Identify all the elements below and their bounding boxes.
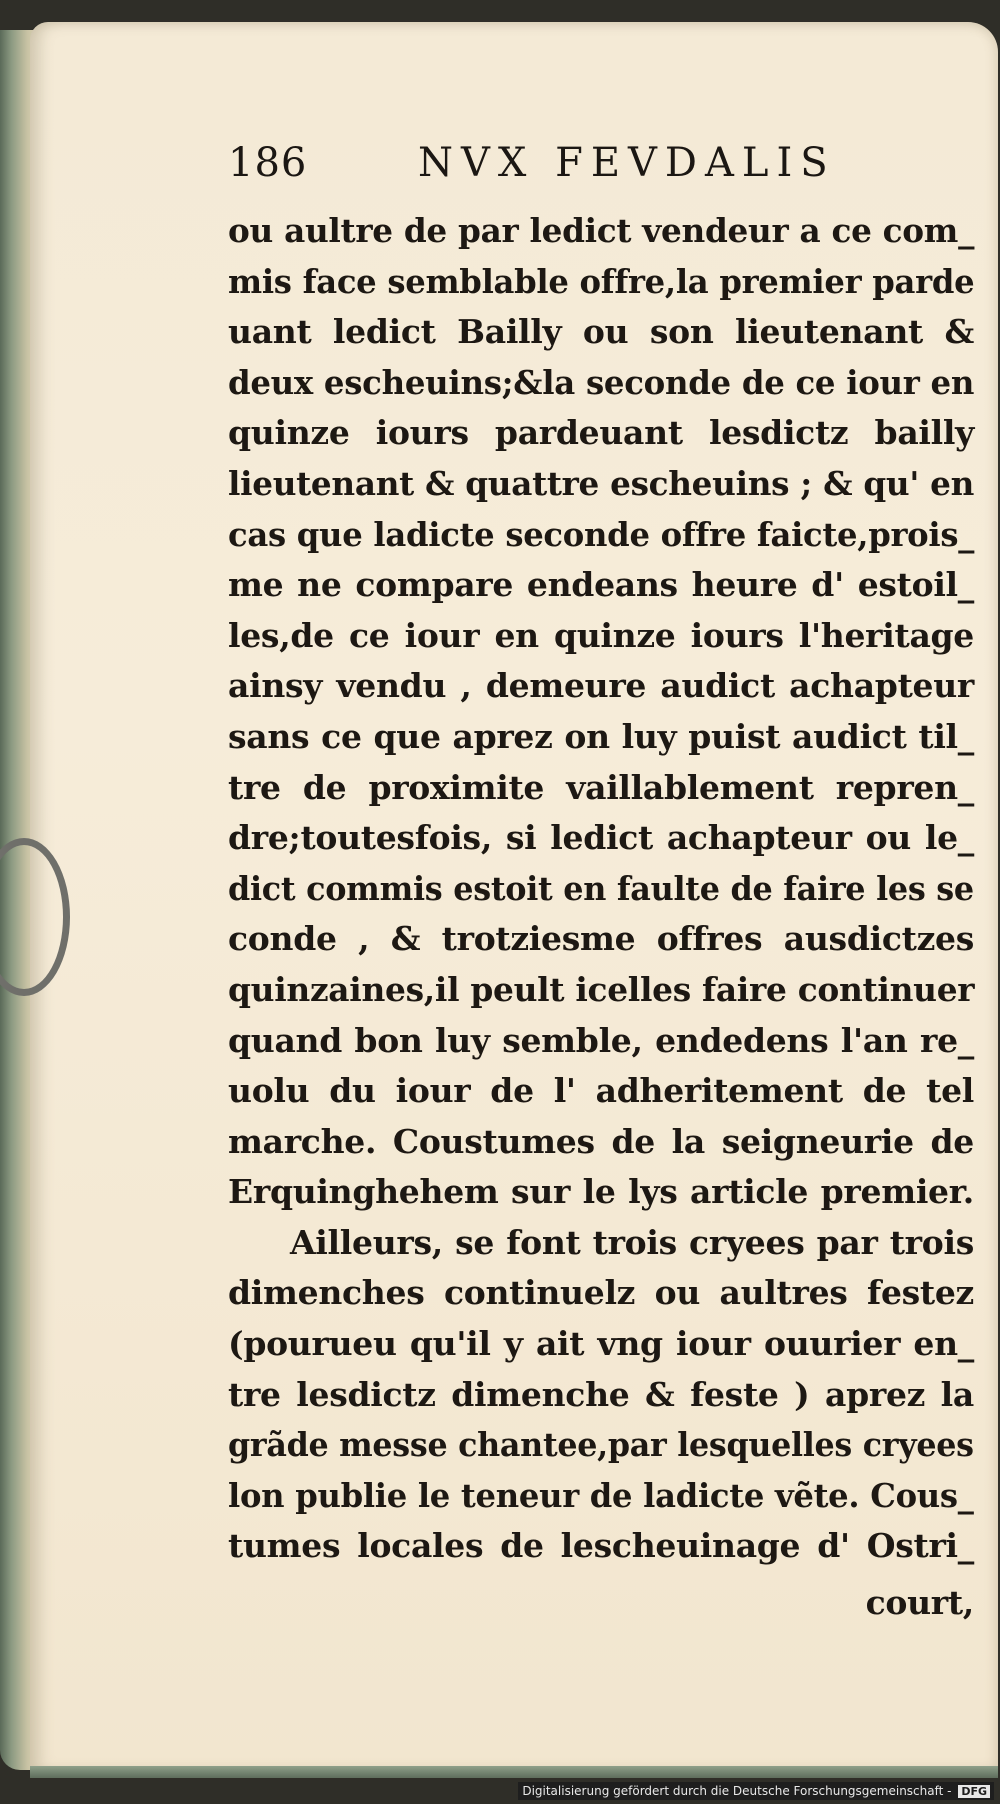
- text-line: ou aultre de par ledict vendeur a ce com_: [228, 211, 975, 250]
- text-line: Ailleurs, se font trois cryees par trois: [290, 1222, 974, 1262]
- digitization-credit: [518, 1782, 994, 1800]
- text-line: ainsy vendu , demeure audict achapteur: [228, 666, 974, 706]
- text-line: cas que ladicte seconde offre faicte,prois_: [228, 514, 975, 554]
- page-bottom-edge: [30, 1766, 998, 1778]
- text-line: quand bon luy semble, endedens l'an re_: [228, 1020, 974, 1060]
- text-line: dre;toutesfois, si ledict achapteur ou le_: [228, 818, 974, 858]
- text-line: dict commis estoit en faulte de faire les se: [228, 868, 974, 908]
- text-line: lieutenant & quattre escheuins ; & qu' en: [228, 463, 975, 503]
- page-number: 186: [228, 140, 308, 186]
- text-line: tumes locales de lescheuinage d' Ostri_: [228, 1526, 974, 1566]
- text-line: uolu du iour de l' adheritement de tel: [228, 1071, 974, 1111]
- body-text: [228, 206, 974, 1629]
- text-line: me ne compare endeans heure d' estoil_: [228, 565, 974, 605]
- page-header: [228, 140, 998, 200]
- text-line: les,de ce iour en quinze iours l'heritage: [228, 615, 974, 655]
- text-line: quinze iours pardeuant lesdictz bailly: [228, 413, 974, 453]
- text-line: tre de proximite vaillablement repren_: [228, 767, 974, 807]
- text-line: grãde messe chantee,par lesquelles cryees: [228, 1425, 974, 1465]
- credit-text: Digitalisierung gefördert durch die Deutsche Forschungsgemeinschaft -: [522, 1784, 952, 1798]
- text-line: Erquinghehem sur le lys article premier.: [228, 1172, 974, 1212]
- text-line: (pourueu qu'il y ait vng iour ouurier en_: [228, 1324, 974, 1364]
- text-line: conde , & trotziesme offres ausdictzes: [228, 919, 974, 959]
- text-line: mis face semblable offre,la premier parde: [228, 261, 975, 301]
- text-line: marche. Coustumes de la seigneurie de: [228, 1121, 974, 1161]
- dfg-logo: DFG: [958, 1785, 990, 1798]
- text-line: dimenches continuelz ou aultres festez: [228, 1273, 974, 1313]
- text-line: quinzaines,il peult icelles faire continuer: [228, 969, 975, 1009]
- catchword: court,: [865, 1583, 974, 1623]
- text-line: sans ce que aprez on luy puist audict til_: [228, 716, 974, 756]
- text-line: lon publie le teneur de ladicte vẽte. Cous_: [228, 1475, 974, 1515]
- running-title: NVX FEVDALIS: [418, 140, 836, 186]
- text-line: tre lesdictz dimenche & feste ) aprez la: [228, 1374, 974, 1414]
- text-line: deux escheuins;&la seconde de ce iour en: [228, 362, 975, 402]
- text-line: uant ledict Bailly ou son lieutenant &: [228, 312, 974, 352]
